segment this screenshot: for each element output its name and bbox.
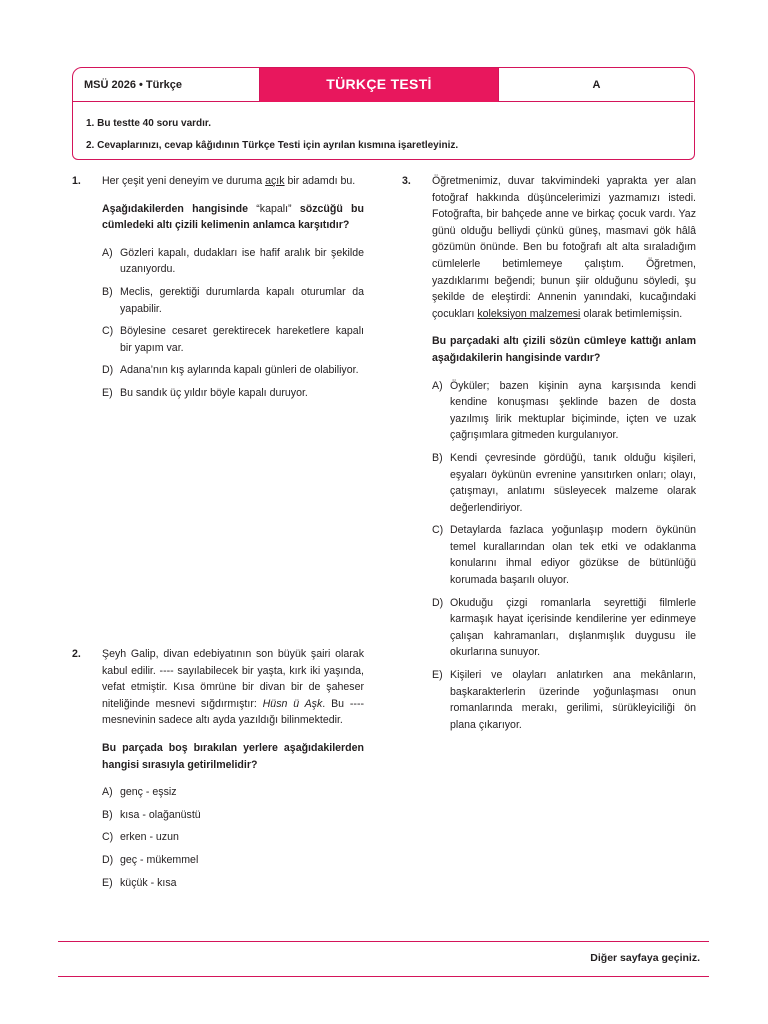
question-number: 2.: [72, 648, 81, 660]
test-title: TÜRKÇE TESTİ: [260, 68, 498, 102]
stem-text: olarak betimlemişsin.: [580, 307, 683, 320]
right-column: [402, 173, 696, 739]
question-stem: [102, 173, 364, 190]
option-letter: E): [102, 876, 113, 889]
option-c[interactable]: [432, 522, 696, 588]
question-2: [72, 646, 364, 897]
underlined-word: açık: [265, 175, 285, 187]
option-d[interactable]: [102, 852, 364, 869]
option-a[interactable]: [102, 784, 364, 801]
option-b[interactable]: [432, 450, 696, 516]
option-letter: C): [432, 524, 444, 537]
option-a[interactable]: [432, 378, 696, 444]
quoted-word: “kapalı”: [256, 202, 292, 215]
prompt-text: Aşağıdakilerden hangisinde: [102, 202, 257, 215]
option-text: geç - mükemmel: [120, 853, 199, 866]
left-column: [72, 173, 364, 889]
option-letter: D): [102, 364, 114, 377]
header-row: [73, 68, 694, 102]
question-number: 1.: [72, 175, 81, 187]
test-header: [72, 67, 695, 160]
instruction-1: 1. Bu testte 40 soru vardır.: [86, 118, 212, 129]
stem-text: bir adamdı bu.: [284, 175, 356, 187]
option-b[interactable]: [102, 807, 364, 824]
question-prompt: Bu parçada boş bırakılan yerlere aşağıdakilerden hangisi sırasıyla getirilmelidir?: [102, 741, 364, 771]
stem-text: Her çeşit yeni deneyim ve duruma: [102, 175, 266, 187]
question-number: 3.: [402, 175, 411, 187]
option-letter: D): [102, 853, 114, 866]
option-text: Bu sandık üç yıldır böyle kapalı duruyor.: [120, 386, 308, 399]
option-letter: B): [102, 808, 113, 821]
answer-options: [102, 784, 364, 891]
option-letter: E): [432, 669, 443, 682]
footer-divider-bottom: [58, 976, 709, 977]
prompt-text: sözcüğü bu cümledeki altı çizili kelimenin anlamca karşıtıdır?: [102, 202, 364, 232]
booklet-type: A: [498, 68, 694, 102]
option-letter: B): [432, 451, 443, 464]
option-c[interactable]: [102, 323, 364, 356]
option-text: Meclis, gerektiği durumlarda kapalı oturumlar da yapabilir.: [120, 285, 364, 315]
answer-options: [432, 378, 696, 734]
option-text: küçük - kısa: [120, 876, 177, 889]
question-1: [72, 173, 364, 402]
option-a[interactable]: [102, 245, 364, 278]
stem-text: . Bu ---- mesnevinin sadece altı ayda yazıldığı bilinmektedir.: [102, 697, 364, 727]
question-prompt: [102, 201, 364, 234]
option-letter: E): [102, 386, 113, 399]
option-letter: B): [102, 285, 113, 298]
option-e[interactable]: [102, 875, 364, 892]
option-text: Kendi çevresinde gördüğü, tanık olduğu kişileri, eşyaları öykünün evrenine yansıtırken onları; olayı, çatışmayı, anlatımı süsleyecek malzeme olarak değerlendiriyor.: [450, 451, 696, 514]
answer-options: [102, 245, 364, 402]
option-letter: D): [432, 596, 444, 609]
stem-text: Şeyh Galip, divan edebiyatının son büyük şairi olarak kabul edilir. ---- sayılabilecek bir yaşta, kırk iki yaşında, vefat etmiştir. Kısa ömrüne bir divan bir de şaheser niteliğinde mesnevi sığdırmıştır:: [102, 648, 364, 710]
option-letter: A): [102, 246, 113, 259]
option-text: Adana’nın kış aylarında kapalı günleri de olabiliyor.: [120, 364, 359, 377]
exam-label: MSÜ 2026 • Türkçe: [73, 68, 260, 102]
option-text: genç - eşsiz: [120, 786, 177, 799]
option-b[interactable]: [102, 284, 364, 317]
option-text: Gözleri kapalı, dudakları ise hafif aralık bir şekilde uzanıyordu.: [120, 246, 364, 276]
option-letter: A): [102, 786, 113, 799]
option-text: Okuduğu çizgi romanlarla seyrettiği filmlerle karmaşık hayat içerisinde kendilerine yer edinmeye çalışan kahramanları, dışlanmışlık duygusu ile okurlarına sunuyor.: [450, 596, 696, 659]
option-text: Kişileri ve olayları anlatırken ana mekânların, başkarakterlerin üzerinde yoğunlaşması onun romanlarında merakı, gerilimi, sürükleyiciliği ön plana çıkarıyor.: [450, 669, 696, 731]
option-d[interactable]: [432, 595, 696, 661]
option-e[interactable]: [432, 667, 696, 733]
option-d[interactable]: [102, 362, 364, 379]
option-e[interactable]: [102, 385, 364, 402]
footer-divider-top: [58, 941, 709, 942]
question-3: [402, 173, 696, 733]
option-text: Detaylarda fazlaca yoğunlaşıp modern öykünün temel kurallarından olan tek etki ve odaklanma konularını ihmal ediyor gözükse de bütünlüğü korumada başarılı oluyor.: [450, 524, 696, 587]
option-text: Böylesine cesaret gerektirecek hareketlere kapalı bir yapım var.: [120, 325, 364, 354]
stem-text: Öğretmenimiz, duvar takvimindeki yaprakta yer alan fotoğraf hakkında düşüncelerimizi yazmamızı istedi. Fotoğrafta, bir bahçede anne ve birkaç çocuk vardı. Yaz günü olduğu belliydi çünkü güneş, masmavi gök hâlâ gözümün önünde. Ben bu fotoğrafı alt alta sıraladığım cümlelerle betimlemeye çalıştım. Öğretmen, yazdıklarımı beğendi; bunun şiir olduğunu söyledi, şu şekilde de eleştirdi: Annenin yanındaki, kucağındaki çocukları: [432, 175, 696, 320]
question-prompt: Bu parçadaki altı çizili sözün cümleye kattığı anlam aşağıdakilerin hangisinde vardır?: [432, 335, 696, 364]
question-stem: [102, 646, 364, 729]
underlined-phrase: koleksiyon malzemesi: [477, 307, 581, 320]
option-letter: C): [102, 325, 114, 338]
option-c[interactable]: [102, 829, 364, 846]
question-stem: [432, 173, 696, 322]
option-letter: A): [432, 379, 443, 392]
option-letter: C): [102, 831, 114, 844]
option-text: kısa - olağanüstü: [120, 808, 201, 821]
instruction-2: 2. Cevaplarınızı, cevap kâğıdının Türkçe Testi için ayrılan kısmına işaretleyiniz.: [86, 140, 459, 151]
option-text: erken - uzun: [120, 831, 179, 844]
option-text: Öyküler; bazen kişinin ayna karşısında kendi kendine konuşması şeklinde bazen de dosta yazılmış lirik mektuplar biçiminde, içten ve uzak çağrışımlara gitmeden kurgulanıyor.: [450, 379, 696, 442]
work-title: Hüsn ü Aşk: [262, 697, 323, 710]
next-page-note: Diğer sayfaya geçiniz.: [590, 952, 700, 964]
instructions: [86, 113, 458, 157]
